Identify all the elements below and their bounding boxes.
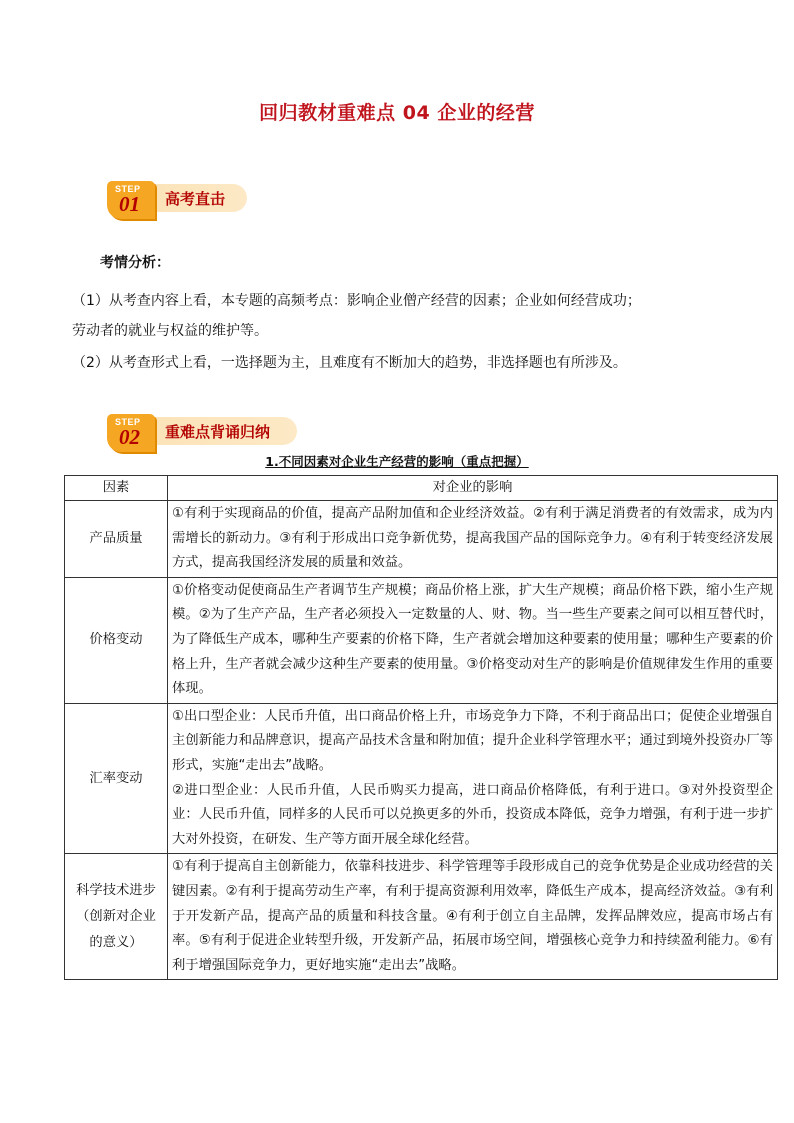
effect-paragraph: ②进口型企业：人民币升值，人民币购买力提高，进口商品价格降低，有利于进口。③对外投资型企业：人民币升值，同样多的人民币可以兑换更多的外币，投资成本降低，竞争力增强，有利于进一步扩大对外投资，在研发、生产等方面开展全球化经营。 xyxy=(172,782,773,847)
effect-cell: ①有利于提高自主创新能力，依靠科技进步、科学管理等手段形成自己的竞争优势是企业成功经营的关键因素。②有利于提高劳动生产率，有利于提高资源利用效率，降低生产成本，提高经济效益。③有利于开发新产品，提高产品的质量和科技含量。④有利于创立自主品牌，发挥品牌效应，提高市场占有率。⑤有利于促进企业转型升级，开发新产品，拓展市场空间，增强核心竞争力和持续盈利能力。⑥有利于增强国际竞争力，更好地实施“走出去”战略。 xyxy=(168,854,778,980)
effect-paragraph: ①出口型企业：人民币升值，出口商品价格上升，市场竞争力下降，不利于商品出口；促使企业增强自主创新能力和品牌意识，提高产品技术含量和附加值；提升企业科学管理水平；通过到境外投资办厂等形式，实施“走出去”战略。 xyxy=(172,708,773,773)
paragraph-2: 劳动者的就业与权益的维护等。 xyxy=(72,323,268,339)
step-02-number: 02 xyxy=(119,425,140,449)
header-effect: 对企业的影响 xyxy=(168,476,778,501)
step-02-badge xyxy=(107,414,271,454)
header-factor: 因素 xyxy=(65,476,168,501)
table-title: 1.不同因素对企业生产经营的影响（重点把握） xyxy=(265,454,529,469)
step-01-tab xyxy=(107,181,155,219)
step-01-badge xyxy=(107,181,249,221)
factor-cell: 产品质量 xyxy=(65,501,168,578)
step-01-label: 高考直击 xyxy=(165,190,226,208)
factor-cell: 价格变动 xyxy=(65,577,168,703)
step-02-label: 重难点背诵归纳 xyxy=(165,423,271,441)
paragraph-1: （1）从考查内容上看，本专题的高频考点：影响企业僧产经营的因素；企业如何经营成功； xyxy=(72,293,641,309)
table-row xyxy=(65,501,778,578)
step-01-number: 01 xyxy=(119,192,140,216)
paragraph-3: （2）从考查形式上看，一选择题为主，且难度有不断加大的趋势，非选择题也有所涉及。 xyxy=(72,355,627,371)
factors-table xyxy=(64,475,778,980)
factor-cell: 汇率变动 xyxy=(65,703,168,854)
step-02-tab xyxy=(107,414,155,452)
page-title: 回归教材重难点 04 企业的经营 xyxy=(259,102,535,124)
step-01-word: STEP xyxy=(115,184,141,194)
table-header-row xyxy=(65,476,778,501)
effect-cell xyxy=(168,703,778,854)
step-02-word: STEP xyxy=(115,417,141,427)
table-row xyxy=(65,703,778,854)
factor-cell: 科学技术进步（创新对企业的意义） xyxy=(65,854,168,980)
effect-cell: ①价格变动促使商品生产者调节生产规模；商品价格上涨，扩大生产规模；商品价格下跌，缩小生产规模。②为了生产产品，生产者必须投入一定数量的人、财、物。当一些生产要素之间可以相互替代时，为了降低生产成本，哪种生产要素的价格下降，生产者就会增加这种要素的使用量；哪种生产要素的价格上升，生产者就会减少这种生产要素的使用量。③价格变动对生产的影响是价值规律发生作用的重要体现。 xyxy=(168,577,778,703)
analysis-heading: 考情分析： xyxy=(100,255,170,271)
table-row xyxy=(65,577,778,703)
table-row xyxy=(65,854,778,980)
effect-cell: ①有利于实现商品的价值，提高产品附加值和企业经济效益。②有利于满足消费者的有效需求，成为内需增长的新动力。③有利于形成出口竞争新优势，提高我国产品的国际竞争力。④有利于转变经济发展方式，提高我国经济发展的质量和效益。 xyxy=(168,501,778,578)
